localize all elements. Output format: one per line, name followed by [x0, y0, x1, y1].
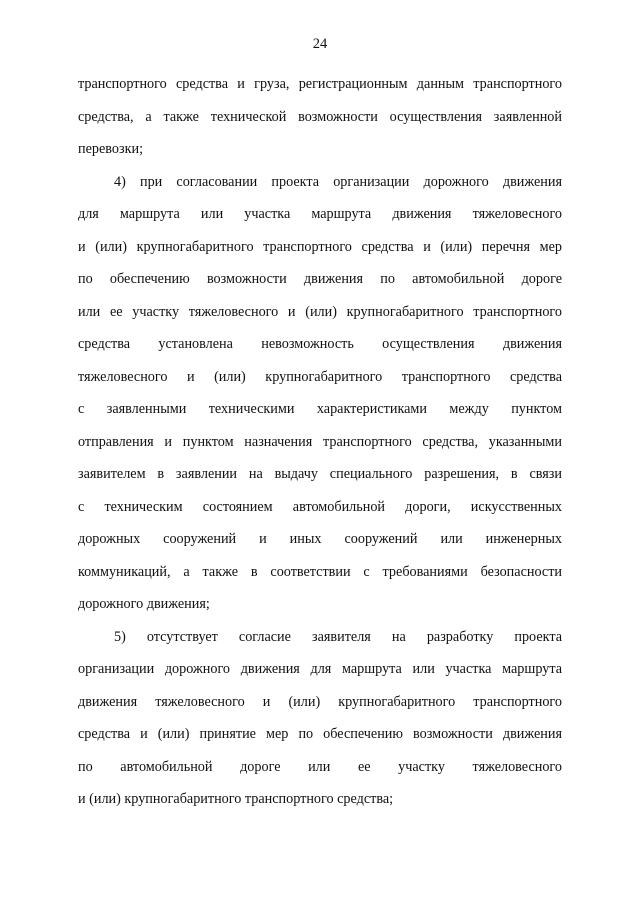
text-line: движения тяжеловесного и (или) крупногабаритного транспортного [78, 693, 562, 710]
text-line: по обеспечению возможности движения по автомобильной дороге [78, 271, 562, 287]
text-line: с техническим состоянием автомобильной дороги, искусственных [78, 498, 562, 515]
text-line: организации дорожного движения для маршрута или участка маршрута [78, 661, 562, 677]
text-line: для маршрута или участка маршрута движения тяжеловесного [78, 206, 562, 222]
text-line: с заявленными техническими характеристиками между пунктом [78, 401, 562, 417]
paragraph-item-5 [78, 621, 562, 816]
text-line: отправления и пунктом назначения транспортного средства, указанными [78, 433, 562, 450]
text-line: 4) при согласовании проекта организации дорожного движения [114, 173, 562, 190]
text-line: перевозки; [78, 141, 144, 157]
text-line: дорожного движения; [78, 596, 210, 612]
page-number: 24 [312, 36, 328, 52]
text-line: дорожных сооружений и иных сооружений или инженерных [78, 531, 562, 547]
text-line: транспортного средства и груза, регистрационным данным транспортного [78, 76, 562, 92]
text-line: коммуникаций, а также в соответствии с требованиями безопасности [78, 563, 562, 580]
text-line: и (или) крупногабаритного транспортного средства; [78, 791, 394, 807]
text-line: 5) отсутствует согласие заявителя на разработку проекта [114, 628, 562, 645]
text-line: или ее участку тяжеловесного и (или) крупногабаритного транспортного [78, 303, 562, 320]
text-line: тяжеловесного и (или) крупногабаритного транспортного средства [78, 368, 562, 385]
document-body [78, 68, 562, 816]
text-line: по автомобильной дороге или ее участку тяжеловесного [78, 758, 562, 775]
text-line: средства, а также технической возможности осуществления заявленной [78, 108, 562, 125]
text-line: и (или) крупногабаритного транспортного средства и (или) перечня мер [78, 238, 562, 255]
text-line: средства и (или) принятие мер по обеспечению возможности движения [78, 726, 562, 742]
paragraph-item-4 [78, 166, 562, 621]
text-line: средства установлена невозможность осуществления движения [78, 336, 562, 352]
text-line: заявителем в заявлении на выдачу специального разрешения, в связи [78, 466, 562, 482]
paragraph-1 [78, 68, 562, 166]
